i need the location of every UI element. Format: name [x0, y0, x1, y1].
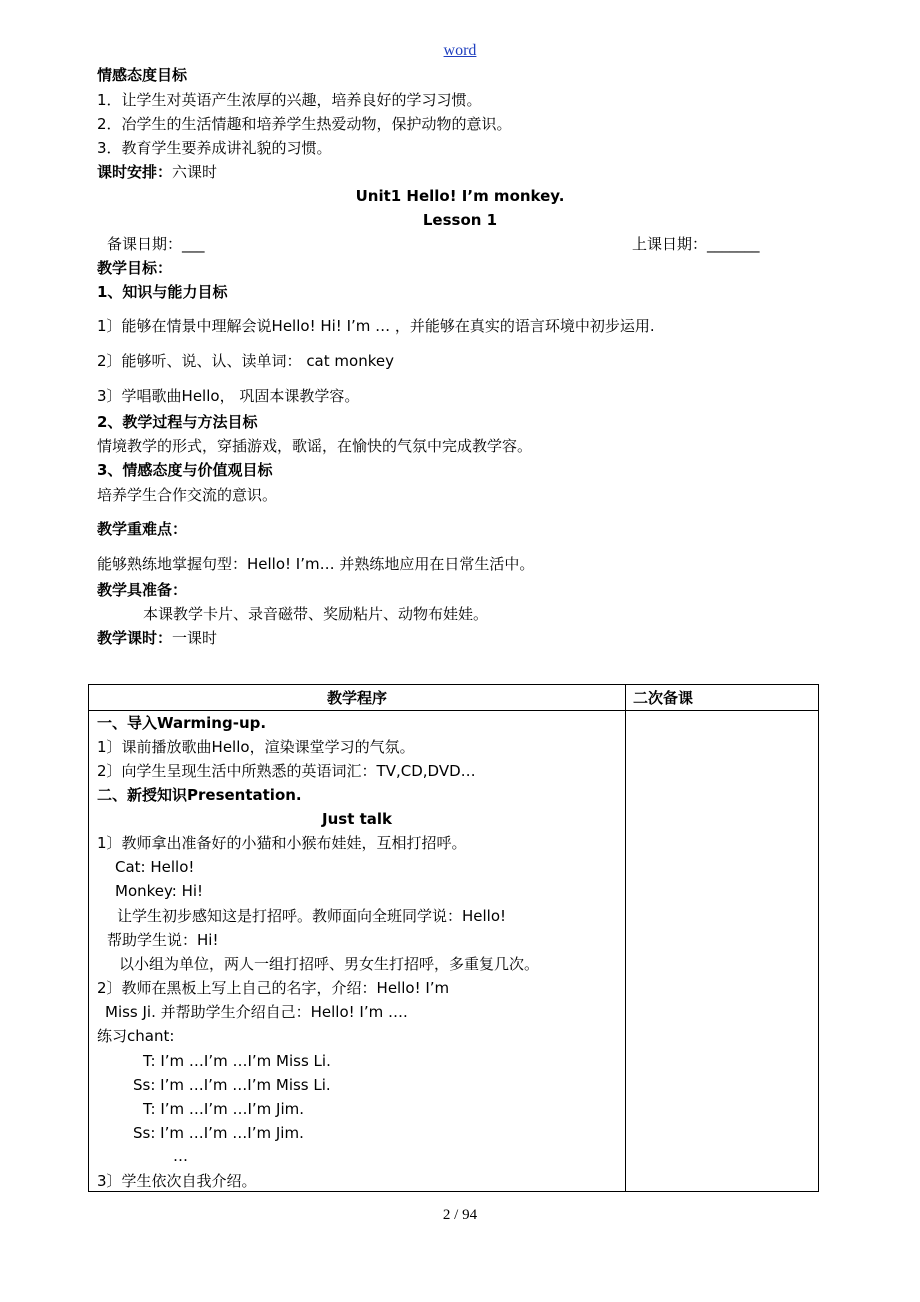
lesson-title: Lesson 1 [422, 211, 498, 229]
goals-title: 教学目标： [97, 259, 173, 277]
aids-title: 教学具准备： [97, 581, 188, 599]
prep-date: 备课日期：___ [107, 235, 205, 253]
table-row: Just talk [322, 810, 392, 828]
emotion-item-3: 3．教育学生要养成讲礼貌的习惯。 [97, 139, 332, 157]
goal2-title: 2、教学过程与方法目标 [97, 413, 258, 431]
goal1-item-3: 3〕学唱歌曲Hello， 巩固本课教学容。 [97, 387, 360, 405]
emotion-item-1: 1．让学生对英语产生浓厚的兴趣，培养良好的学习习惯。 [97, 91, 482, 109]
period-label: 教学课时： [97, 629, 173, 647]
key-points-text: 能够熟练地掌握句型：Hello! I’m… 并熟练地应用在日常生活中。 [97, 555, 535, 573]
period-line [97, 628, 217, 648]
period-value: 一课时 [172, 629, 218, 647]
emotion-item-2: 2．冶学生的生活情趣和培养学生热爱动物，保护动物的意识。 [97, 115, 512, 133]
schedule-line [97, 162, 217, 182]
unit-title: Unit1 Hello! I’m monkey. [355, 187, 565, 205]
schedule-value: 六课时 [172, 163, 218, 181]
table-row: … [173, 1147, 188, 1165]
lesson-procedure-table [88, 684, 819, 1192]
aids-text: 本课教学卡片、录音磁带、奖励粘片、动物布娃娃。 [143, 605, 489, 623]
table-row: T: I’m …I’m …I’m Miss Li. [143, 1052, 331, 1070]
table-row: T: I’m …I’m …I’m Jim. [143, 1100, 305, 1118]
table-row: 一、导入Warming-up. [97, 714, 267, 732]
key-points-title: 教学重难点： [97, 520, 188, 538]
table-row: 2〕向学生呈现生活中所熟悉的英语词汇：TV,CD,DVD… [97, 762, 476, 780]
table-header-secondary-prep: 二次备课 [633, 689, 694, 707]
goal1-item-1: 1〕能够在情景中理解会说Hello! Hi! I’m … ，并能够在真实的语言环境中初步运用. [97, 317, 655, 335]
schedule-label: 课时安排： [97, 163, 173, 181]
table-row: 让学生初步感知这是打招呼。教师面向全班同学说：Hello! [117, 907, 507, 925]
table-row: 3〕学生依次自我介绍。 [97, 1172, 257, 1190]
table-row: 帮助学生说：Hi! [107, 931, 219, 949]
table-row: Monkey: Hi! [115, 882, 204, 900]
header-word-link[interactable]: word [443, 42, 477, 59]
table-row: 1〕教师拿出准备好的小猫和小猴布娃娃，互相打招呼。 [97, 834, 467, 852]
goal1-title: 1、知识与能力目标 [97, 283, 228, 301]
table-row: Miss Ji. 并帮助学生介绍自己：Hello! I’m …. [105, 1003, 408, 1021]
goal3-text: 培养学生合作交流的意识。 [97, 486, 278, 504]
table-header-divider [89, 710, 818, 711]
goal2-text: 情境教学的形式，穿插游戏，歌谣，在愉快的气氛中完成教学容。 [97, 437, 533, 455]
table-header-procedure: 教学程序 [326, 689, 387, 707]
page-number: 2 / 94 [442, 1207, 478, 1223]
class-date: 上课日期：_______ [632, 235, 760, 253]
table-row: 1〕课前播放歌曲Hello，渲染课堂学习的气氛。 [97, 738, 415, 756]
table-row: 二、新授知识Presentation. [97, 786, 302, 804]
table-row: 练习chant: [97, 1027, 175, 1045]
goal1-item-2: 2〕能够听、说、认、读单词： cat monkey [97, 352, 394, 370]
table-row: 2〕教师在黑板上写上自己的名字，介绍：Hello! I’m [97, 979, 450, 997]
table-row: 以小组为单位，两人一组打招呼、男女生打招呼，多重复几次。 [119, 955, 540, 973]
table-column-divider [625, 685, 626, 1191]
section-title-emotion: 情感态度目标 [97, 66, 188, 84]
table-row: Ss: I’m …I’m …I’m Jim. [133, 1124, 304, 1142]
goal3-title: 3、情感态度与价值观目标 [97, 461, 273, 479]
table-row: Ss: I’m …I’m …I’m Miss Li. [133, 1076, 331, 1094]
table-row: Cat: Hello! [115, 858, 195, 876]
